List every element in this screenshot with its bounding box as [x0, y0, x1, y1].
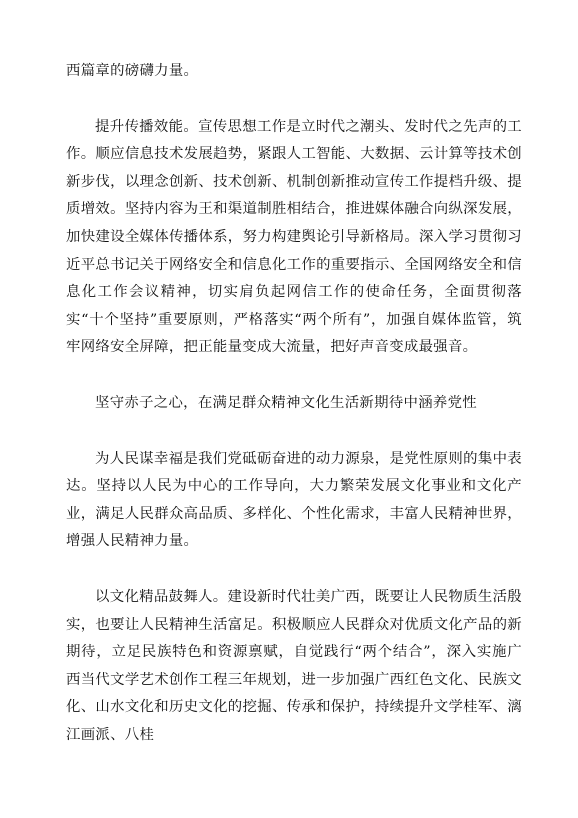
paragraph-people: 为人民谋幸福是我们党砥砺奋进的动力源泉，是党性原则的集中表达。坚持以人民为中心的工作导向，大力繁荣发展文化事业和文化产业，满足人民群众高品质、多样化、个性化需求，丰富人民精神世界，增强人民精神力量。: [66, 450, 522, 550]
paragraph-spacer: [66, 362, 522, 390]
paragraph-spacer: [66, 86, 522, 114]
paragraph-continuation: 西篇章的磅礴力量。: [66, 63, 199, 79]
paragraph-spacer: [66, 556, 522, 584]
paragraph-propagation: 提升传播效能。宣传思想工作是立时代之潮头、发时代之先声的工作。顺应信息技术发展趋势，紧跟人工智能、大数据、云计算等技术创新步伐，以理念创新、技术创新、机制创新推动宣传工作提档升级、提质增效。坚持内容为王和渠道制胜相结合，推进媒体融合向纵深发展，加快建设全媒体传播体系，努力构建舆论引导新格局。深入学习贯彻习近平总书记关于网络安全和信息化工作的重要指示、全国网络安全和信息化工作会议精神，切实肩负起网信工作的使命任务，全面贯彻落实“十个坚持”重要原则，严格落实“两个所有”，加强自媒体监管，筑牢网络安全屏障，把正能量变成大流量，把好声音变成最强音。: [66, 118, 522, 356]
paragraph-culture: 以文化精品鼓舞人。建设新时代壮美广西，既要让人民物质生活殷实，也要让人民精神生活富足。积极顺应人民群众对优质文化产品的新期待，立足民族特色和资源禀赋，自觉践行“两个结合”，深入实施广西当代文学艺术创作工程三年规划，进一步加强广西红色文化、民族文化、山水文化和历史文化的挖掘、传承和保护，持续提升文学桂军、漓江画派、八桂: [66, 588, 522, 743]
section-heading: 坚守赤子之心，在满足群众精神文化生活新期待中涵养党性: [95, 394, 477, 411]
document-page: [66, 58, 522, 749]
paragraph-spacer: [66, 418, 522, 446]
